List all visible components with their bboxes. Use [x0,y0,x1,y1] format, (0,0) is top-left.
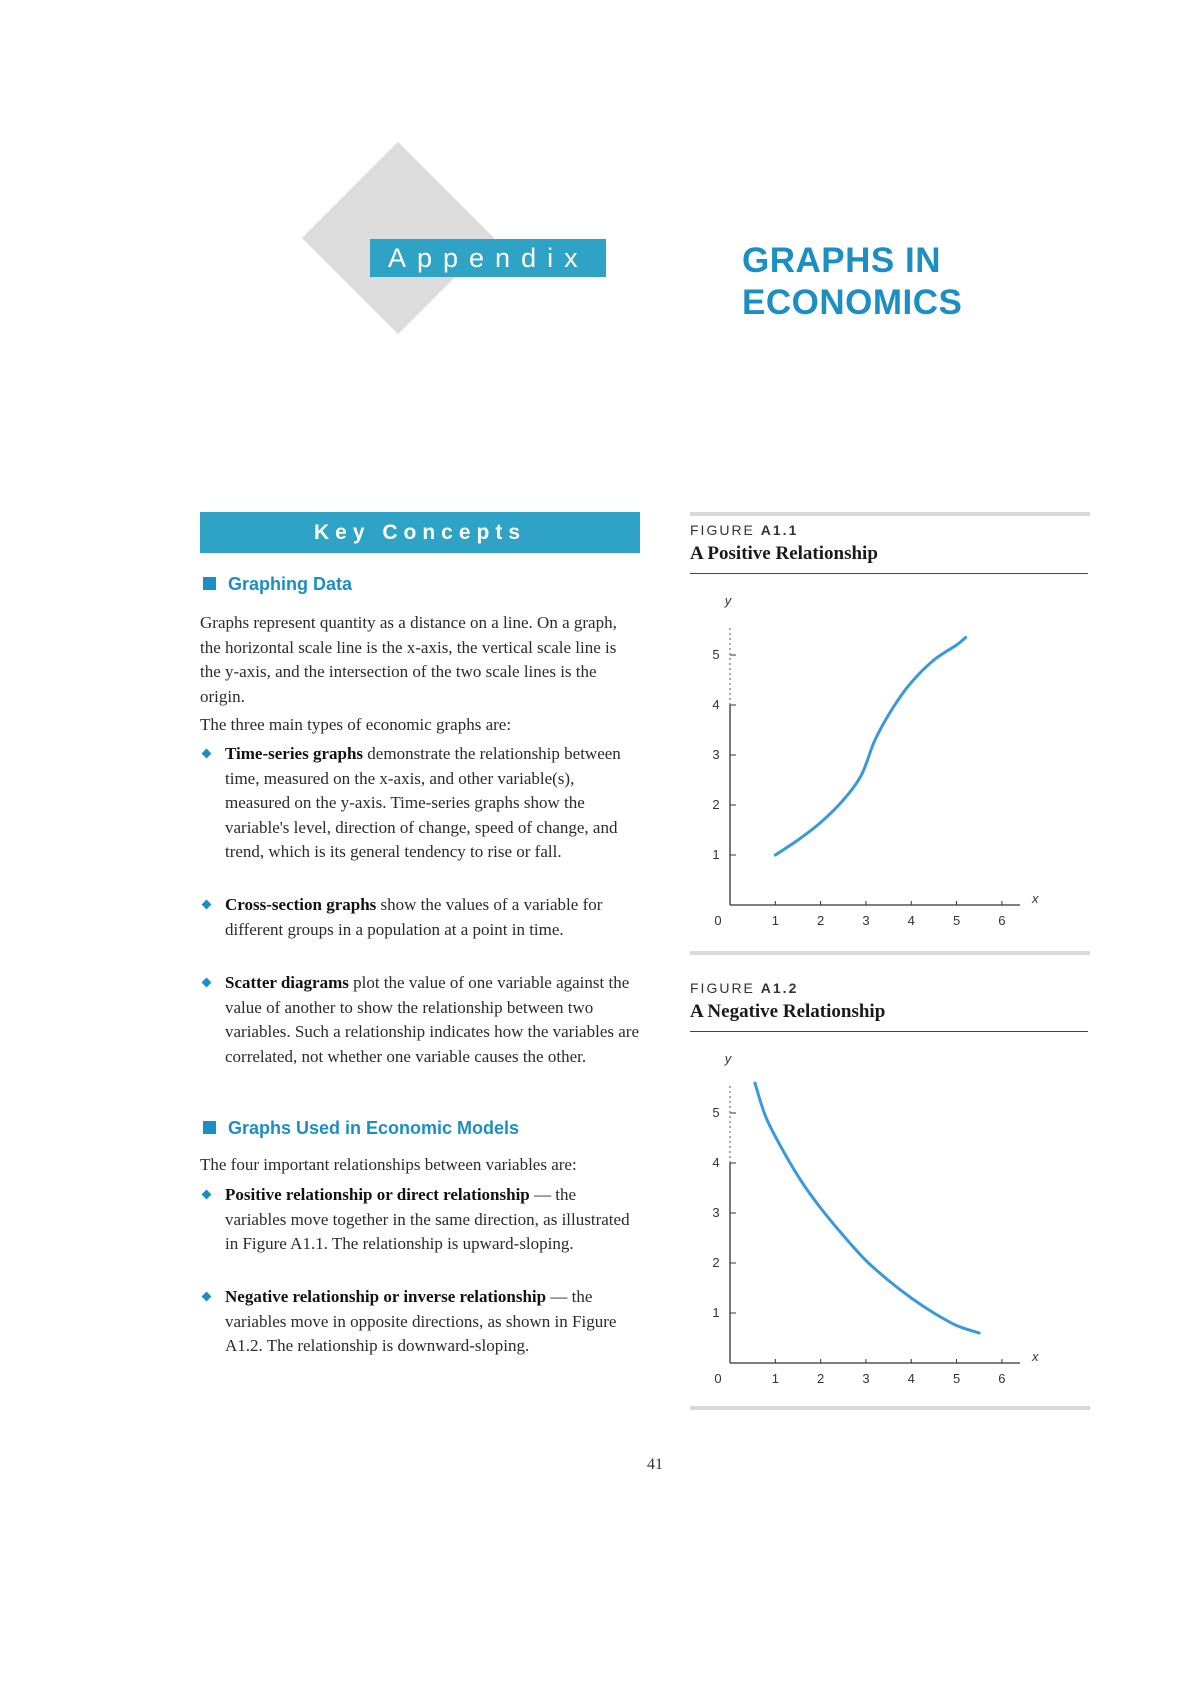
x-tick-label: 5 [952,913,961,928]
figure-title-rule [690,1031,1088,1032]
page-title [742,240,1072,324]
section-heading-economic-models: Graphs Used in Economic Models [203,1116,519,1140]
header-diamond-decoration [302,142,494,334]
x-tick-label: 4 [907,913,915,928]
section-heading-graphing-data: Graphing Data [203,572,352,596]
square-bullet-icon [203,577,216,590]
x-tick-label: 6 [998,913,1006,928]
appendix-label: Appendix [370,239,606,277]
y-tick-label: 4 [712,697,720,712]
title-line-1: GRAPHS IN [742,241,941,280]
x-tick-label: 3 [862,913,870,928]
figure-title: A Negative Relationship [690,1001,886,1022]
key-concepts-bar: Key Concepts [200,512,640,553]
y-tick-label: 3 [712,1205,720,1220]
x-tick-label: 1 [771,1371,779,1386]
x-tick-label: 4 [907,1371,915,1386]
x-axis-label: x [1032,891,1039,906]
x-tick-label: 6 [998,1371,1006,1386]
diamond-bullet-icon [202,978,212,988]
title-line-2: ECONOMICS [742,283,963,322]
positive-relationship-chart [690,585,1090,935]
y-tick-label: 5 [712,647,720,662]
y-tick-label: 1 [712,1305,720,1320]
x-tick-label: 2 [817,913,825,928]
y-axis-label: y [724,1051,732,1066]
x-tick-label: 5 [952,1371,961,1386]
relationship-curve [775,638,965,856]
bullet-scatter: Scatter diagrams plot the value of one variable against the value of another to show the relationship between two variables. Such a relationship indicates how the variables are correlated, not whether one variable causes the other. [200,971,640,1069]
figure-title: A Positive Relationship [690,543,878,564]
y-tick-label: 1 [712,847,720,862]
diamond-bullet-icon [202,1292,212,1302]
diamond-bullet-icon [202,749,212,759]
relationship-curve [755,1083,979,1333]
y-tick-label: 2 [712,797,720,812]
models-intro: The four important relationships between variables are: [200,1155,577,1174]
graphing-data-intro: Graphs represent quantity as a distance on a line. On a graph, the horizontal scale line is the x-axis, the vertical scale line is the y-axis, and the intersection of the two scale lines is the origin. [200,613,617,706]
bullet-time-series: Time-series graphs demonstrate the relationship between time, measured on the x-axis, and other variable(s), measured on the y-axis. Time-series graphs show the variable's level, direction of change, speed of change, and trend, which is its general tendency to rise or fall. [200,742,640,865]
y-tick-label: 2 [712,1255,720,1270]
y-axis-label: y [724,593,732,608]
diamond-bullet-icon [202,1190,212,1200]
diamond-bullet-icon [202,900,212,910]
figure-bottom-rule [690,1406,1090,1410]
bullet-cross-section: Cross-section graphs show the values of a variable for different groups in a population at a point in time. [200,893,640,942]
figure-label: FIGURE A1.1 [690,522,799,538]
x-tick-label: 0 [714,1371,722,1386]
y-tick-label: 4 [712,1155,720,1170]
page-number: 41 [647,1456,663,1473]
x-tick-label: 2 [817,1371,825,1386]
figure-title-rule [690,573,1088,574]
figure-top-rule [690,512,1090,516]
figure-label: FIGURE A1.2 [690,980,799,996]
y-tick-label: 3 [712,747,720,762]
bullet-negative-relationship: Negative relationship or inverse relationship — the variables move in opposite directions, as shown in Figure A1.2. The relationship is downward-sloping. [200,1285,640,1359]
y-tick-label: 5 [712,1105,720,1120]
types-intro: The three main types of economic graphs are: [200,715,512,734]
x-axis-label: x [1032,1349,1039,1364]
figure-divider-rule [690,951,1090,955]
x-tick-label: 0 [714,913,722,928]
square-bullet-icon [203,1121,216,1134]
x-tick-label: 3 [862,1371,870,1386]
negative-relationship-chart [690,1043,1090,1393]
x-tick-label: 1 [771,913,779,928]
bullet-positive-relationship: Positive relationship or direct relationship — the variables move together in the same direction, as illustrated in Figure A1.1. The relationship is upward-sloping. [200,1183,640,1257]
